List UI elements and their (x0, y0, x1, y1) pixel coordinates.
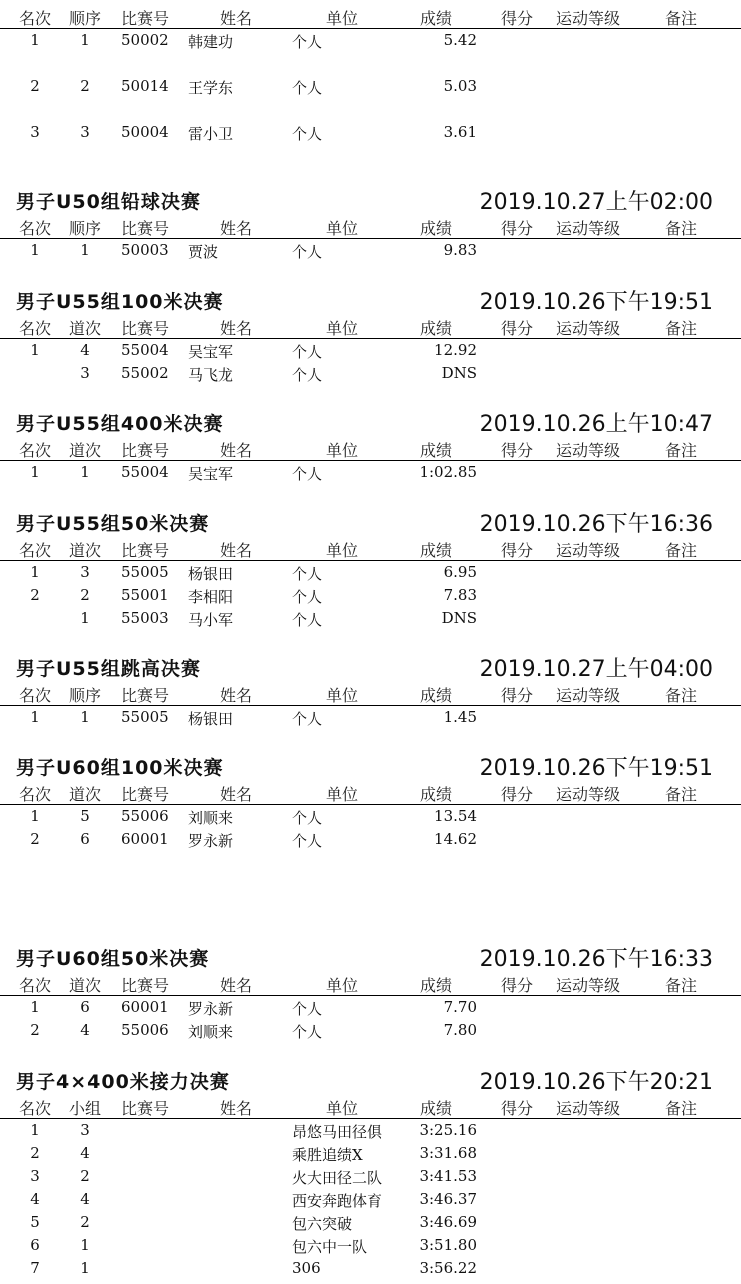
event-title: 男子U55组100米决赛 (16, 291, 224, 313)
cell-result: 3:25.16 (419, 1121, 477, 1139)
header-result: 成绩 (420, 686, 453, 705)
header-points: 得分 (501, 219, 534, 238)
header-lane: 道次 (68, 541, 101, 560)
header-name: 姓名 (220, 1099, 253, 1118)
cell-rank: 1 (30, 807, 40, 825)
cell-group: 4 (80, 1190, 90, 1208)
cell-rank: 2 (30, 77, 40, 95)
event-title: 男子4×400米接力决赛 (16, 1071, 230, 1093)
event-datetime: 2019.10.26下午20:21 (479, 1070, 713, 1095)
table-row (0, 1257, 741, 1280)
event-section (0, 1066, 741, 1280)
cell-bib: 55006 (121, 807, 169, 825)
cell-bib: 55002 (121, 364, 169, 382)
cell-result: DNS (441, 609, 477, 627)
event-title: 男子U55组400米决赛 (16, 413, 224, 435)
cell-rank: 1 (30, 241, 40, 259)
event-datetime: 2019.10.27上午02:00 (479, 190, 713, 215)
cell-group: 2 (80, 1213, 90, 1231)
event-title: 男子U55组50米决赛 (16, 513, 210, 535)
table-row (0, 561, 741, 584)
cell-rank: 1 (30, 341, 40, 359)
header-bib: 比赛号 (121, 1099, 170, 1118)
header-points: 得分 (501, 441, 534, 460)
header-level: 运动等级 (556, 441, 621, 460)
cell-bib: 55001 (121, 586, 169, 604)
header-note: 备注 (665, 686, 698, 705)
header-name: 姓名 (220, 319, 253, 338)
cell-name: 韩建功 (188, 33, 234, 51)
header-lane: 道次 (68, 785, 101, 804)
cell-group: 1 (80, 1236, 90, 1254)
cell-result: 1.45 (443, 708, 477, 726)
header-bib: 比赛号 (121, 9, 170, 28)
header-points: 得分 (501, 1099, 534, 1118)
table-header (0, 316, 741, 339)
cell-bib: 50003 (121, 241, 169, 259)
header-order: 顺序 (68, 219, 101, 238)
event-section (0, 408, 741, 484)
cell-name: 马小军 (188, 611, 234, 629)
header-bib: 比赛号 (121, 541, 170, 560)
header-unit: 单位 (326, 686, 359, 705)
cell-unit: 火大田径二队 (292, 1169, 383, 1187)
cell-unit: 西安奔跑体育 (292, 1192, 383, 1210)
event-title: 男子U55组跳高决赛 (16, 658, 201, 680)
cell-name: 李相阳 (188, 588, 234, 606)
table-row (0, 1211, 741, 1234)
cell-result: 3:41.53 (419, 1167, 477, 1185)
event-datetime: 2019.10.26下午16:33 (479, 947, 713, 972)
cell-bib: 55003 (121, 609, 169, 627)
header-rank: 名次 (18, 441, 51, 460)
cell-unit: 个人 (292, 366, 323, 384)
cell-unit: 个人 (292, 243, 323, 261)
header-bib: 比赛号 (121, 219, 170, 238)
cell-bib: 55005 (121, 563, 169, 581)
header-unit: 单位 (326, 1099, 359, 1118)
cell-lane: 1 (80, 463, 90, 481)
cell-rank: 4 (30, 1190, 40, 1208)
cell-name: 杨银田 (188, 565, 234, 583)
cell-rank: 2 (30, 1144, 40, 1162)
header-points: 得分 (501, 686, 534, 705)
cell-result: 1:02.85 (419, 463, 477, 481)
cell-rank: 2 (30, 1021, 40, 1039)
cell-unit: 个人 (292, 710, 323, 728)
header-unit: 单位 (326, 219, 359, 238)
table-row (0, 362, 741, 385)
cell-lane: 4 (80, 1021, 90, 1039)
cell-unit: 包六突破 (292, 1215, 353, 1233)
header-order: 顺序 (68, 9, 101, 28)
cell-unit: 个人 (292, 343, 323, 361)
cell-bib: 55006 (121, 1021, 169, 1039)
cell-unit: 306 (292, 1259, 321, 1277)
event-section (0, 286, 741, 385)
table-row (0, 996, 741, 1019)
header-name: 姓名 (220, 785, 253, 804)
table-row (0, 239, 741, 262)
header-rank: 名次 (18, 785, 51, 804)
header-unit: 单位 (326, 319, 359, 338)
cell-result: 14.62 (434, 830, 477, 848)
header-note: 备注 (665, 219, 698, 238)
cell-result: 6.95 (443, 563, 477, 581)
cell-result: 7.70 (443, 998, 477, 1016)
table-row (0, 1019, 741, 1042)
cell-result: 3:51.80 (419, 1236, 477, 1254)
header-points: 得分 (501, 541, 534, 560)
header-points: 得分 (501, 319, 534, 338)
header-name: 姓名 (220, 976, 253, 995)
cell-unit: 个人 (292, 809, 323, 827)
cell-name: 吴宝军 (188, 465, 234, 483)
results-table-top (0, 6, 741, 144)
cell-result: 3:56.22 (419, 1259, 477, 1277)
table-header (0, 216, 741, 239)
header-note: 备注 (665, 785, 698, 804)
cell-bib: 60001 (121, 998, 169, 1016)
table-header (0, 538, 741, 561)
header-lane: 道次 (68, 319, 101, 338)
header-bib: 比赛号 (121, 785, 170, 804)
cell-unit: 个人 (292, 125, 323, 143)
table-row (0, 461, 741, 484)
header-bib: 比赛号 (121, 441, 170, 460)
header-note: 备注 (665, 441, 698, 460)
header-level: 运动等级 (556, 9, 621, 28)
event-section (0, 653, 741, 729)
cell-lane: 6 (80, 998, 90, 1016)
event-section (0, 508, 741, 630)
cell-bib: 50002 (121, 31, 169, 49)
header-points: 得分 (501, 9, 534, 28)
cell-result: 7.83 (443, 586, 477, 604)
cell-rank: 1 (30, 1121, 40, 1139)
cell-order: 1 (80, 241, 90, 259)
header-level: 运动等级 (556, 319, 621, 338)
table-row (0, 1165, 741, 1188)
cell-bib: 50014 (121, 77, 169, 95)
cell-order: 2 (80, 77, 90, 95)
cell-lane: 6 (80, 830, 90, 848)
header-rank: 名次 (18, 976, 51, 995)
cell-name: 贾波 (188, 243, 219, 261)
cell-name: 马飞龙 (188, 366, 234, 384)
event-datetime: 2019.10.26下午19:51 (479, 290, 713, 315)
header-result: 成绩 (420, 541, 453, 560)
header-bib: 比赛号 (121, 976, 170, 995)
event-title: 男子U50组铅球决赛 (16, 191, 201, 213)
cell-lane: 3 (80, 563, 90, 581)
event-section (0, 752, 741, 851)
header-bib: 比赛号 (121, 686, 170, 705)
cell-name: 刘顺来 (188, 809, 234, 827)
cell-rank: 5 (30, 1213, 40, 1231)
header-group: 小组 (68, 1099, 101, 1118)
table-header (0, 1096, 741, 1119)
cell-result: 12.92 (434, 341, 477, 359)
cell-result: 5.03 (443, 77, 477, 95)
table-row (0, 339, 741, 362)
header-rank: 名次 (18, 686, 51, 705)
header-unit: 单位 (326, 541, 359, 560)
cell-rank: 1 (30, 563, 40, 581)
header-result: 成绩 (420, 1099, 453, 1118)
header-rank: 名次 (18, 541, 51, 560)
header-result: 成绩 (420, 9, 453, 28)
event-section (0, 943, 741, 1042)
header-name: 姓名 (220, 441, 253, 460)
cell-name: 王学东 (188, 79, 234, 97)
header-note: 备注 (665, 9, 698, 28)
header-name: 姓名 (220, 541, 253, 560)
table-header (0, 6, 741, 29)
cell-unit: 个人 (292, 588, 323, 606)
table-row (0, 121, 741, 144)
event-datetime: 2019.10.26上午10:47 (479, 412, 713, 437)
header-unit: 单位 (326, 785, 359, 804)
cell-rank: 1 (30, 998, 40, 1016)
cell-unit: 包六中一队 (292, 1238, 368, 1256)
header-level: 运动等级 (556, 541, 621, 560)
cell-bib: 60001 (121, 830, 169, 848)
header-unit: 单位 (326, 9, 359, 28)
cell-name: 罗永新 (188, 832, 234, 850)
table-row (0, 1234, 741, 1257)
table-row (0, 1188, 741, 1211)
cell-name: 罗永新 (188, 1000, 234, 1018)
table-header (0, 782, 741, 805)
header-name: 姓名 (220, 686, 253, 705)
event-title: 男子U60组100米决赛 (16, 757, 224, 779)
table-header (0, 438, 741, 461)
cell-result: 3:31.68 (419, 1144, 477, 1162)
event-datetime: 2019.10.26下午19:51 (479, 756, 713, 781)
cell-unit: 个人 (292, 1000, 323, 1018)
cell-name: 吴宝军 (188, 343, 234, 361)
header-rank: 名次 (18, 9, 51, 28)
cell-lane: 2 (80, 586, 90, 604)
header-result: 成绩 (420, 319, 453, 338)
cell-name: 刘顺来 (188, 1023, 234, 1041)
header-lane: 道次 (68, 441, 101, 460)
cell-lane: 3 (80, 364, 90, 382)
header-points: 得分 (501, 785, 534, 804)
cell-unit: 个人 (292, 611, 323, 629)
cell-order: 1 (80, 31, 90, 49)
cell-bib: 55004 (121, 463, 169, 481)
header-unit: 单位 (326, 976, 359, 995)
header-name: 姓名 (220, 9, 253, 28)
cell-result: 3.61 (443, 123, 477, 141)
event-title: 男子U60组50米决赛 (16, 948, 210, 970)
header-level: 运动等级 (556, 976, 621, 995)
header-level: 运动等级 (556, 785, 621, 804)
header-result: 成绩 (420, 219, 453, 238)
cell-name: 杨银田 (188, 710, 234, 728)
header-lane: 道次 (68, 976, 101, 995)
cell-order: 1 (80, 708, 90, 726)
cell-group: 4 (80, 1144, 90, 1162)
header-rank: 名次 (18, 319, 51, 338)
header-level: 运动等级 (556, 1099, 621, 1118)
header-note: 备注 (665, 976, 698, 995)
cell-lane: 4 (80, 341, 90, 359)
header-level: 运动等级 (556, 686, 621, 705)
cell-rank: 3 (30, 1167, 40, 1185)
header-bib: 比赛号 (121, 319, 170, 338)
cell-unit: 个人 (292, 565, 323, 583)
cell-order: 3 (80, 123, 90, 141)
cell-unit: 个人 (292, 79, 323, 97)
table-row (0, 828, 741, 851)
table-row (0, 706, 741, 729)
table-row (0, 607, 741, 630)
header-level: 运动等级 (556, 219, 621, 238)
event-datetime: 2019.10.26下午16:36 (479, 512, 713, 537)
header-result: 成绩 (420, 441, 453, 460)
cell-result: 9.83 (443, 241, 477, 259)
header-result: 成绩 (420, 976, 453, 995)
cell-lane: 5 (80, 807, 90, 825)
header-points: 得分 (501, 976, 534, 995)
cell-unit: 个人 (292, 33, 323, 51)
cell-unit: 个人 (292, 1023, 323, 1041)
header-note: 备注 (665, 541, 698, 560)
cell-result: 3:46.37 (419, 1190, 477, 1208)
table-header (0, 973, 741, 996)
table-row (0, 805, 741, 828)
table-row (0, 1142, 741, 1165)
cell-group: 2 (80, 1167, 90, 1185)
table-row (0, 29, 741, 52)
cell-rank: 6 (30, 1236, 40, 1254)
table-header (0, 683, 741, 706)
cell-rank: 2 (30, 830, 40, 848)
header-unit: 单位 (326, 441, 359, 460)
header-result: 成绩 (420, 785, 453, 804)
cell-group: 1 (80, 1259, 90, 1277)
cell-bib: 50004 (121, 123, 169, 141)
cell-rank: 2 (30, 586, 40, 604)
cell-unit: 个人 (292, 832, 323, 850)
cell-rank: 1 (30, 31, 40, 49)
table-row (0, 1119, 741, 1142)
cell-unit: 个人 (292, 465, 323, 483)
cell-result: 3:46.69 (419, 1213, 477, 1231)
cell-rank: 1 (30, 463, 40, 481)
header-note: 备注 (665, 319, 698, 338)
cell-result: 7.80 (443, 1021, 477, 1039)
header-rank: 名次 (18, 1099, 51, 1118)
cell-unit: 昂悠马田径俱 (292, 1123, 383, 1141)
event-section (0, 186, 741, 262)
header-note: 备注 (665, 1099, 698, 1118)
header-name: 姓名 (220, 219, 253, 238)
cell-lane: 1 (80, 609, 90, 627)
table-row (0, 584, 741, 607)
header-rank: 名次 (18, 219, 51, 238)
cell-result: 13.54 (434, 807, 477, 825)
cell-unit: 乘胜追绩X (292, 1146, 363, 1164)
event-datetime: 2019.10.27上午04:00 (479, 657, 713, 682)
cell-rank: 3 (30, 123, 40, 141)
cell-name: 雷小卫 (188, 125, 234, 143)
cell-group: 3 (80, 1121, 90, 1139)
header-order: 顺序 (68, 686, 101, 705)
table-row (0, 75, 741, 98)
cell-rank: 1 (30, 708, 40, 726)
cell-result: 5.42 (443, 31, 477, 49)
cell-result: DNS (441, 364, 477, 382)
cell-rank: 7 (30, 1259, 40, 1277)
cell-bib: 55004 (121, 341, 169, 359)
cell-bib: 55005 (121, 708, 169, 726)
